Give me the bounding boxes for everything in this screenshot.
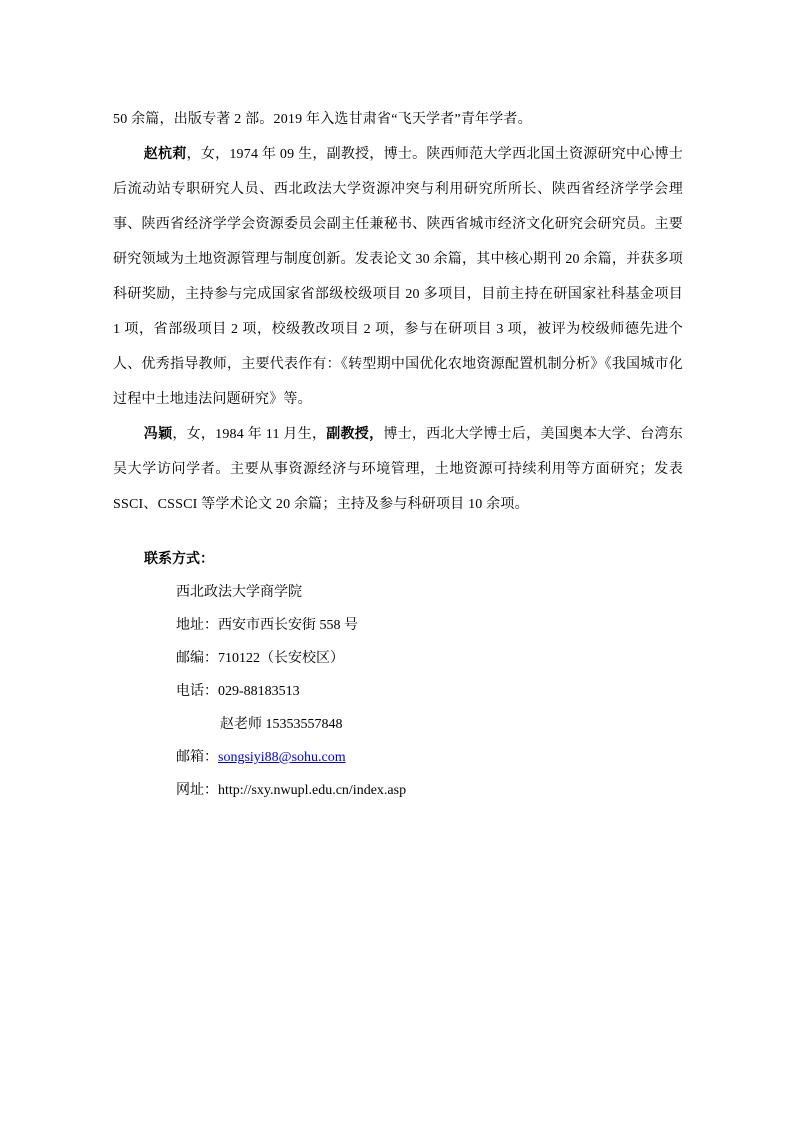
document-content [113,102,683,807]
person-name-zhao-hangli: 赵杭莉 [143,147,187,162]
contact-email [113,741,683,774]
bio-section [113,102,683,522]
website-value: http://sxy.nwupl.edu.cn/index.asp [218,783,407,798]
organization-name: 西北政法大学商学院 [176,585,302,600]
contact-address [113,609,683,642]
zhao-bio-text: ，女，1974 年 09 生，副教授，博士。陕西师范大学西北国土资源研究中心博士后流动站专职研究人员、西北政法大学资源冲突与利用研究所所长、陕西省经济学学会理事、陕西省经济学学会资源委员会副主任兼秘书、陕西省城市经济文化研究会研究员。主要研究领域为土地资源管理与制度创新。发表论文 30 余篇，其中核心期刊 20 余篇，并获多项科研奖励，主持参与完成国家省部级校级项目 20 多项目，目前主持在研国家社科基金项目 1 项，省部级项目 2 项，校级教改项目 2 项，参与在研项目 3 项，被评为校级师德先进个人、优秀指导教师，主要代表作有：《转型期中国优化农地资源配置机制分析》《我国城市化过程中土地违法问题研究》等。 [113,147,683,407]
feng-bio-text-1: ，女，1984 年 11 月生， [172,427,327,442]
contact-heading-label: 联系方式： [144,552,214,567]
paragraph-feng-ying-bio [113,417,683,522]
feng-bio-text-2: 博士，西北大学博士后，美国奥本大学、台湾东吴大学访问学者。主要从事资源经济与环境管理，土地资源可持续利用等方面研究；发表 SSCI、CSSCI 等学术论文 20 余篇；主持及参与科研项目 10 余项。 [113,427,683,512]
paragraph-publications-continuation [113,102,683,137]
person-name-feng-ying: 冯颖 [143,427,173,442]
contact-heading [113,543,683,576]
phone-value: 029-88183513 [218,684,300,699]
postcode-label: 邮编： [176,651,218,666]
contact-section [113,543,683,807]
email-label: 邮箱： [176,750,218,765]
contact-website [113,774,683,807]
website-label: 网址： [176,783,218,798]
phone-label: 电话： [176,684,218,699]
address-value: 西安市西长安街 558 号 [218,618,358,633]
phone2-value: 赵老师 15353557848 [220,717,343,732]
contact-phone-secondary [113,708,683,741]
contact-phone [113,675,683,708]
postcode-value: 710122（长安校区） [218,651,344,666]
address-label: 地址： [176,618,218,633]
contact-postcode [113,642,683,675]
email-link[interactable]: songsiyi88@sohu.com [218,750,346,765]
continuation-text: 50 余篇，出版专著 2 部。2019 年入选甘肃省“飞天学者”青年学者。 [113,112,532,127]
contact-organization [113,576,683,609]
feng-title-bold: 副教授， [326,427,384,442]
paragraph-zhao-hangli-bio [113,137,683,417]
